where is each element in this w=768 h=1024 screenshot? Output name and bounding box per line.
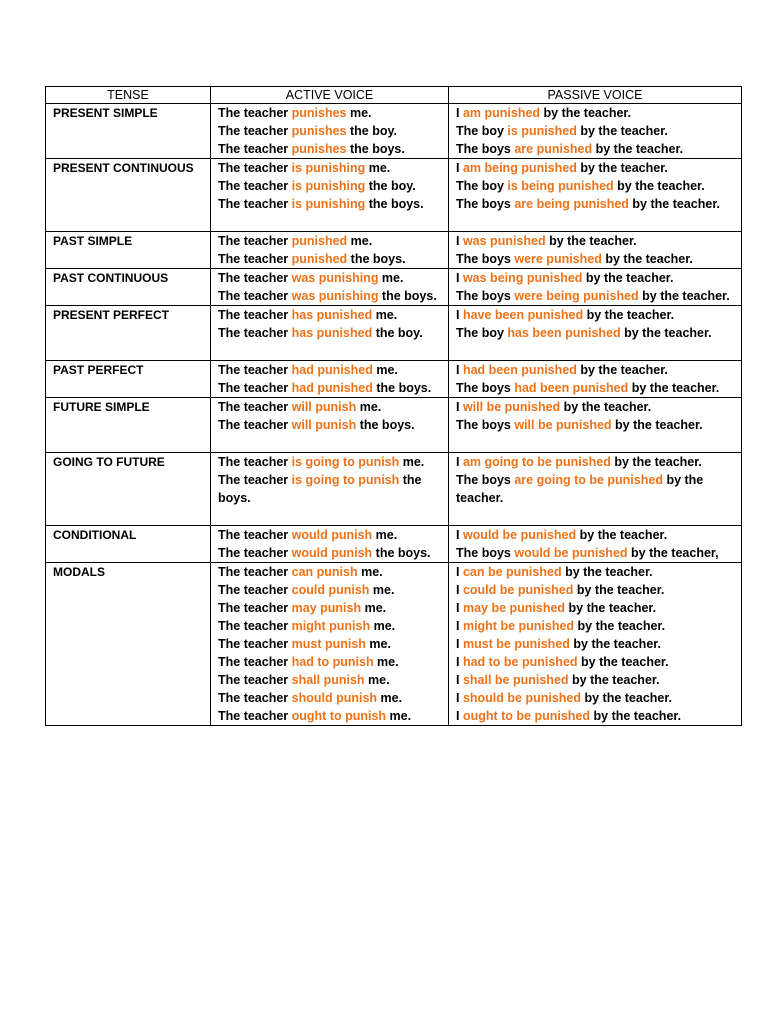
blank-line	[218, 342, 444, 360]
sentence-text: The boys	[456, 381, 515, 395]
active-voice-cell	[211, 526, 449, 563]
passive-sentence	[456, 306, 737, 324]
sentence-text: The teacher	[218, 308, 292, 322]
voice-table-document	[45, 86, 741, 726]
verb-form-highlight: is punishing	[291, 179, 366, 193]
passive-sentence	[456, 232, 737, 250]
verb-form-highlight: shall be punished	[462, 673, 569, 687]
verb-form-highlight: am going to be punished	[462, 455, 611, 469]
sentence-text: by the teacher.	[545, 234, 637, 248]
sentence-text: the boys.	[372, 381, 432, 395]
passive-voice-cell	[449, 526, 742, 563]
passive-sentence	[456, 140, 737, 158]
passive-sentence	[456, 379, 737, 397]
passive-voice-cell	[449, 563, 742, 726]
verb-form-highlight: might punish	[291, 619, 371, 633]
sentence-text: by the teacher,	[627, 546, 719, 560]
passive-voice-cell	[449, 361, 742, 398]
active-sentence	[218, 324, 444, 342]
verb-form-highlight: was punishing	[291, 289, 379, 303]
active-sentence	[218, 269, 444, 287]
sentence-text: me.	[373, 655, 399, 669]
tense-cell: PAST CONTINUOUS	[46, 269, 211, 306]
table-row	[46, 361, 742, 398]
blank-line	[218, 213, 444, 231]
sentence-text: by the teacher.	[456, 473, 704, 505]
active-voice-cell	[211, 269, 449, 306]
sentence-text: The teacher	[218, 601, 292, 615]
blank-line	[218, 507, 444, 525]
sentence-text: by the teacher.	[576, 528, 668, 542]
verb-form-highlight: was being punished	[462, 271, 583, 285]
verb-form-highlight: is going to punish	[291, 455, 400, 469]
sentence-text: me.	[346, 106, 372, 120]
verb-form-highlight: will punish	[291, 400, 357, 414]
active-voice-cell	[211, 563, 449, 726]
active-sentence	[218, 287, 444, 305]
table-header	[46, 87, 742, 104]
verb-form-highlight: will be punished	[514, 418, 612, 432]
passive-sentence	[456, 159, 737, 177]
verb-form-highlight: am being punished	[462, 161, 577, 175]
verb-form-highlight: can punish	[291, 565, 358, 579]
verb-form-highlight: punished	[291, 234, 348, 248]
sentence-text: I	[456, 363, 463, 377]
verb-form-highlight: may punish	[291, 601, 362, 615]
active-voice-cell	[211, 361, 449, 398]
active-sentence	[218, 122, 444, 140]
active-sentence	[218, 453, 444, 471]
sentence-text: me.	[361, 601, 387, 615]
sentence-text: by the teacher.	[560, 400, 652, 414]
sentence-text: The teacher	[218, 234, 292, 248]
active-voice-cell	[211, 104, 449, 159]
sentence-text: by the teacher.	[638, 289, 730, 303]
active-voice-cell	[211, 159, 449, 232]
sentence-text: the boys.	[365, 197, 424, 211]
active-sentence	[218, 653, 444, 671]
sentence-text: by the teacher.	[628, 197, 720, 211]
passive-sentence	[456, 671, 737, 689]
passive-sentence	[456, 324, 737, 342]
passive-sentence	[456, 471, 737, 507]
sentence-text: the boys.	[356, 418, 415, 432]
verb-form-highlight: punishes	[291, 142, 347, 156]
verb-form-highlight: was punishing	[291, 271, 379, 285]
verb-form-highlight: has punished	[291, 326, 373, 340]
sentence-text: by the teacher.	[569, 637, 661, 651]
table-row	[46, 159, 742, 232]
verb-form-highlight: punishes	[291, 124, 347, 138]
sentence-text: the boys.	[218, 473, 422, 505]
passive-sentence	[456, 635, 737, 653]
verb-form-highlight: ought to be punished	[462, 709, 591, 723]
active-voice-cell	[211, 232, 449, 269]
active-voice-cell	[211, 306, 449, 361]
passive-sentence	[456, 544, 737, 562]
sentence-text: The teacher	[218, 400, 292, 414]
sentence-text: me.	[365, 161, 391, 175]
sentence-text: I	[456, 528, 463, 542]
sentence-text: The teacher	[218, 546, 292, 560]
blank-line	[456, 213, 737, 231]
sentence-text: the boys.	[347, 252, 406, 266]
verb-form-highlight: punished	[291, 252, 348, 266]
sentence-text: I	[456, 400, 463, 414]
blank-line	[456, 342, 737, 360]
tense-cell: GOING TO FUTURE	[46, 453, 211, 526]
sentence-text: me.	[369, 583, 395, 597]
sentence-text: by the teacher.	[577, 655, 669, 669]
verb-form-highlight: could punish	[291, 583, 370, 597]
sentence-text: by the teacher.	[568, 673, 660, 687]
tense-cell: CONDITIONAL	[46, 526, 211, 563]
verb-form-highlight: are punished	[514, 142, 593, 156]
sentence-text: me.	[372, 308, 398, 322]
verb-form-highlight: should punish	[291, 691, 378, 705]
sentence-text: by the teacher.	[574, 619, 666, 633]
voice-table	[45, 86, 742, 726]
table-row	[46, 232, 742, 269]
sentence-text: by the teacher.	[576, 161, 668, 175]
header-row	[46, 87, 742, 104]
sentence-text: The boys	[456, 289, 515, 303]
sentence-text: The teacher	[218, 106, 292, 120]
sentence-text: The teacher	[218, 619, 292, 633]
sentence-text: The boy	[456, 326, 508, 340]
verb-form-highlight: would be punished	[462, 528, 577, 542]
sentence-text: I	[456, 308, 463, 322]
active-sentence	[218, 581, 444, 599]
sentence-text: by the teacher.	[540, 106, 632, 120]
verb-form-highlight: shall punish	[291, 673, 365, 687]
sentence-text: by the teacher.	[613, 179, 705, 193]
sentence-text: by the teacher.	[576, 363, 668, 377]
sentence-text: I	[456, 161, 463, 175]
verb-form-highlight: had punished	[291, 381, 373, 395]
verb-form-highlight: must punish	[291, 637, 366, 651]
passive-sentence	[456, 398, 737, 416]
sentence-text: by the teacher.	[573, 583, 665, 597]
passive-voice-cell	[449, 306, 742, 361]
sentence-text: by the teacher.	[582, 271, 674, 285]
sentence-text: The teacher	[218, 637, 292, 651]
passive-voice-cell	[449, 398, 742, 453]
verb-form-highlight: could be punished	[462, 583, 574, 597]
verb-form-highlight: has been punished	[507, 326, 621, 340]
passive-sentence	[456, 177, 737, 195]
verb-form-highlight: were punished	[514, 252, 602, 266]
sentence-text: the boys.	[346, 142, 405, 156]
passive-sentence	[456, 361, 737, 379]
sentence-text: by the teacher.	[583, 308, 675, 322]
sentence-text: The teacher	[218, 271, 292, 285]
verb-form-highlight: had to be punished	[462, 655, 578, 669]
active-sentence	[218, 104, 444, 122]
sentence-text: by the teacher.	[590, 709, 682, 723]
sentence-text: me.	[356, 400, 382, 414]
sentence-text: I	[456, 691, 463, 705]
passive-sentence	[456, 269, 737, 287]
tense-cell: MODALS	[46, 563, 211, 726]
active-sentence	[218, 398, 444, 416]
verb-form-highlight: was punished	[462, 234, 546, 248]
active-sentence	[218, 140, 444, 158]
sentence-text: by the teacher.	[610, 455, 702, 469]
passive-sentence	[456, 689, 737, 707]
passive-voice-cell	[449, 453, 742, 526]
sentence-text: The teacher	[218, 179, 292, 193]
active-sentence	[218, 159, 444, 177]
verb-form-highlight: is punishing	[291, 161, 366, 175]
passive-sentence	[456, 563, 737, 581]
verb-form-highlight: must be punished	[462, 637, 570, 651]
table-row	[46, 269, 742, 306]
blank-line	[218, 434, 444, 452]
sentence-text: I	[456, 619, 463, 633]
sentence-text: me.	[365, 637, 391, 651]
sentence-text: The teacher	[218, 363, 292, 377]
passive-sentence	[456, 707, 737, 725]
header-tense: TENSE	[46, 87, 211, 104]
sentence-text: The boy	[456, 124, 508, 138]
active-sentence	[218, 671, 444, 689]
passive-sentence	[456, 653, 737, 671]
active-sentence	[218, 379, 444, 397]
passive-sentence	[456, 416, 737, 434]
sentence-text: I	[456, 565, 463, 579]
active-sentence	[218, 544, 444, 562]
sentence-text: I	[456, 637, 463, 651]
table-row	[46, 104, 742, 159]
active-sentence	[218, 689, 444, 707]
passive-sentence	[456, 617, 737, 635]
passive-sentence	[456, 250, 737, 268]
sentence-text: The boys	[456, 418, 515, 432]
active-sentence	[218, 599, 444, 617]
sentence-text: The teacher	[218, 691, 292, 705]
verb-form-highlight: are being punished	[514, 197, 629, 211]
sentence-text: The teacher	[218, 565, 292, 579]
active-sentence	[218, 635, 444, 653]
sentence-text: by the teacher.	[620, 326, 712, 340]
sentence-text: by the teacher.	[576, 124, 668, 138]
active-sentence	[218, 177, 444, 195]
verb-form-highlight: is punished	[507, 124, 577, 138]
sentence-text: The teacher	[218, 252, 292, 266]
sentence-text: me.	[377, 691, 403, 705]
sentence-text: The teacher	[218, 528, 292, 542]
sentence-text: The teacher	[218, 289, 292, 303]
sentence-text: the boys.	[378, 289, 437, 303]
sentence-text: The boys	[456, 197, 515, 211]
verb-form-highlight: am punished	[462, 106, 541, 120]
verb-form-highlight: should be punished	[462, 691, 582, 705]
sentence-text: I	[456, 655, 463, 669]
verb-form-highlight: is punishing	[291, 197, 366, 211]
tense-cell: PRESENT SIMPLE	[46, 104, 211, 159]
verb-form-highlight: ought to punish	[291, 709, 387, 723]
passive-sentence	[456, 453, 737, 471]
sentence-text: I	[456, 673, 463, 687]
passive-sentence	[456, 599, 737, 617]
active-voice-cell	[211, 398, 449, 453]
sentence-text: The teacher	[218, 161, 292, 175]
sentence-text: The boys	[456, 142, 515, 156]
sentence-text: me.	[372, 363, 398, 377]
passive-voice-cell	[449, 232, 742, 269]
verb-form-highlight: punishes	[291, 106, 347, 120]
active-sentence	[218, 416, 444, 434]
sentence-text: I	[456, 234, 463, 248]
tense-cell: PRESENT PERFECT	[46, 306, 211, 361]
sentence-text: The boy	[456, 179, 508, 193]
sentence-text: The teacher	[218, 655, 292, 669]
table-row	[46, 306, 742, 361]
active-sentence	[218, 195, 444, 213]
sentence-text: by the teacher.	[565, 601, 657, 615]
sentence-text: by the teacher.	[611, 418, 703, 432]
active-sentence	[218, 250, 444, 268]
verb-form-highlight: might be punished	[462, 619, 575, 633]
sentence-text: the boy.	[372, 326, 423, 340]
sentence-text: I	[456, 583, 463, 597]
passive-sentence	[456, 104, 737, 122]
sentence-text: by the teacher.	[561, 565, 653, 579]
sentence-text: The teacher	[218, 709, 292, 723]
tense-cell: FUTURE SIMPLE	[46, 398, 211, 453]
sentence-text: I	[456, 455, 463, 469]
verb-form-highlight: would punish	[291, 528, 373, 542]
sentence-text: I	[456, 106, 463, 120]
verb-form-highlight: had been punished	[462, 363, 577, 377]
verb-form-highlight: will punish	[291, 418, 357, 432]
sentence-text: The teacher	[218, 197, 292, 211]
active-voice-cell	[211, 453, 449, 526]
passive-sentence	[456, 526, 737, 544]
active-sentence	[218, 306, 444, 324]
sentence-text: The teacher	[218, 673, 292, 687]
sentence-text: the boy.	[346, 124, 397, 138]
passive-sentence	[456, 195, 737, 213]
passive-sentence	[456, 122, 737, 140]
sentence-text: me.	[372, 528, 398, 542]
sentence-text: The boys	[456, 252, 515, 266]
passive-sentence	[456, 581, 737, 599]
header-passive-voice: PASSIVE VOICE	[449, 87, 742, 104]
sentence-text: I	[456, 601, 463, 615]
sentence-text: The teacher	[218, 583, 292, 597]
verb-form-highlight: are going to be punished	[514, 473, 663, 487]
sentence-text: by the teacher.	[628, 381, 720, 395]
sentence-text: me.	[347, 234, 373, 248]
verb-form-highlight: have been punished	[462, 308, 584, 322]
sentence-text: me.	[386, 709, 412, 723]
verb-form-highlight: were being punished	[514, 289, 639, 303]
passive-sentence	[456, 287, 737, 305]
sentence-text: The teacher	[218, 473, 292, 487]
sentence-text: the boys.	[372, 546, 431, 560]
verb-form-highlight: has punished	[291, 308, 373, 322]
sentence-text: by the teacher.	[581, 691, 673, 705]
sentence-text: me.	[357, 565, 383, 579]
blank-line	[456, 434, 737, 452]
sentence-text: by the teacher.	[601, 252, 693, 266]
table-row	[46, 563, 742, 726]
verb-form-highlight: had been punished	[514, 381, 629, 395]
sentence-text: The teacher	[218, 418, 292, 432]
tense-cell: PRESENT CONTINUOUS	[46, 159, 211, 232]
table-row	[46, 453, 742, 526]
active-sentence	[218, 526, 444, 544]
sentence-text: The teacher	[218, 326, 292, 340]
verb-form-highlight: had to punish	[291, 655, 374, 669]
table-body	[46, 104, 742, 726]
verb-form-highlight: had punished	[291, 363, 373, 377]
passive-voice-cell	[449, 159, 742, 232]
sentence-text: me.	[370, 619, 396, 633]
sentence-text: by the teacher.	[592, 142, 684, 156]
sentence-text: me.	[364, 673, 390, 687]
active-sentence	[218, 707, 444, 725]
verb-form-highlight: can be punished	[462, 565, 562, 579]
verb-form-highlight: will be punished	[462, 400, 561, 414]
tense-cell: PAST SIMPLE	[46, 232, 211, 269]
verb-form-highlight: is being punished	[507, 179, 614, 193]
active-sentence	[218, 232, 444, 250]
sentence-text: The teacher	[218, 124, 292, 138]
sentence-text: The boys	[456, 546, 515, 560]
active-sentence	[218, 617, 444, 635]
tense-cell: PAST PERFECT	[46, 361, 211, 398]
verb-form-highlight: may be punished	[462, 601, 566, 615]
verb-form-highlight: would be punished	[514, 546, 628, 560]
active-sentence	[218, 563, 444, 581]
sentence-text: The boys	[456, 473, 515, 487]
sentence-text: me.	[378, 271, 404, 285]
sentence-text: The teacher	[218, 381, 292, 395]
passive-voice-cell	[449, 104, 742, 159]
sentence-text: me.	[399, 455, 425, 469]
header-active-voice: ACTIVE VOICE	[211, 87, 449, 104]
active-sentence	[218, 361, 444, 379]
table-row	[46, 526, 742, 563]
sentence-text: The teacher	[218, 455, 292, 469]
sentence-text: I	[456, 709, 463, 723]
verb-form-highlight: would punish	[291, 546, 373, 560]
sentence-text: the boy.	[365, 179, 416, 193]
verb-form-highlight: is going to punish	[291, 473, 400, 487]
table-row	[46, 398, 742, 453]
sentence-text: The teacher	[218, 142, 292, 156]
active-sentence	[218, 471, 444, 507]
passive-voice-cell	[449, 269, 742, 306]
blank-line	[456, 507, 737, 525]
sentence-text: I	[456, 271, 463, 285]
